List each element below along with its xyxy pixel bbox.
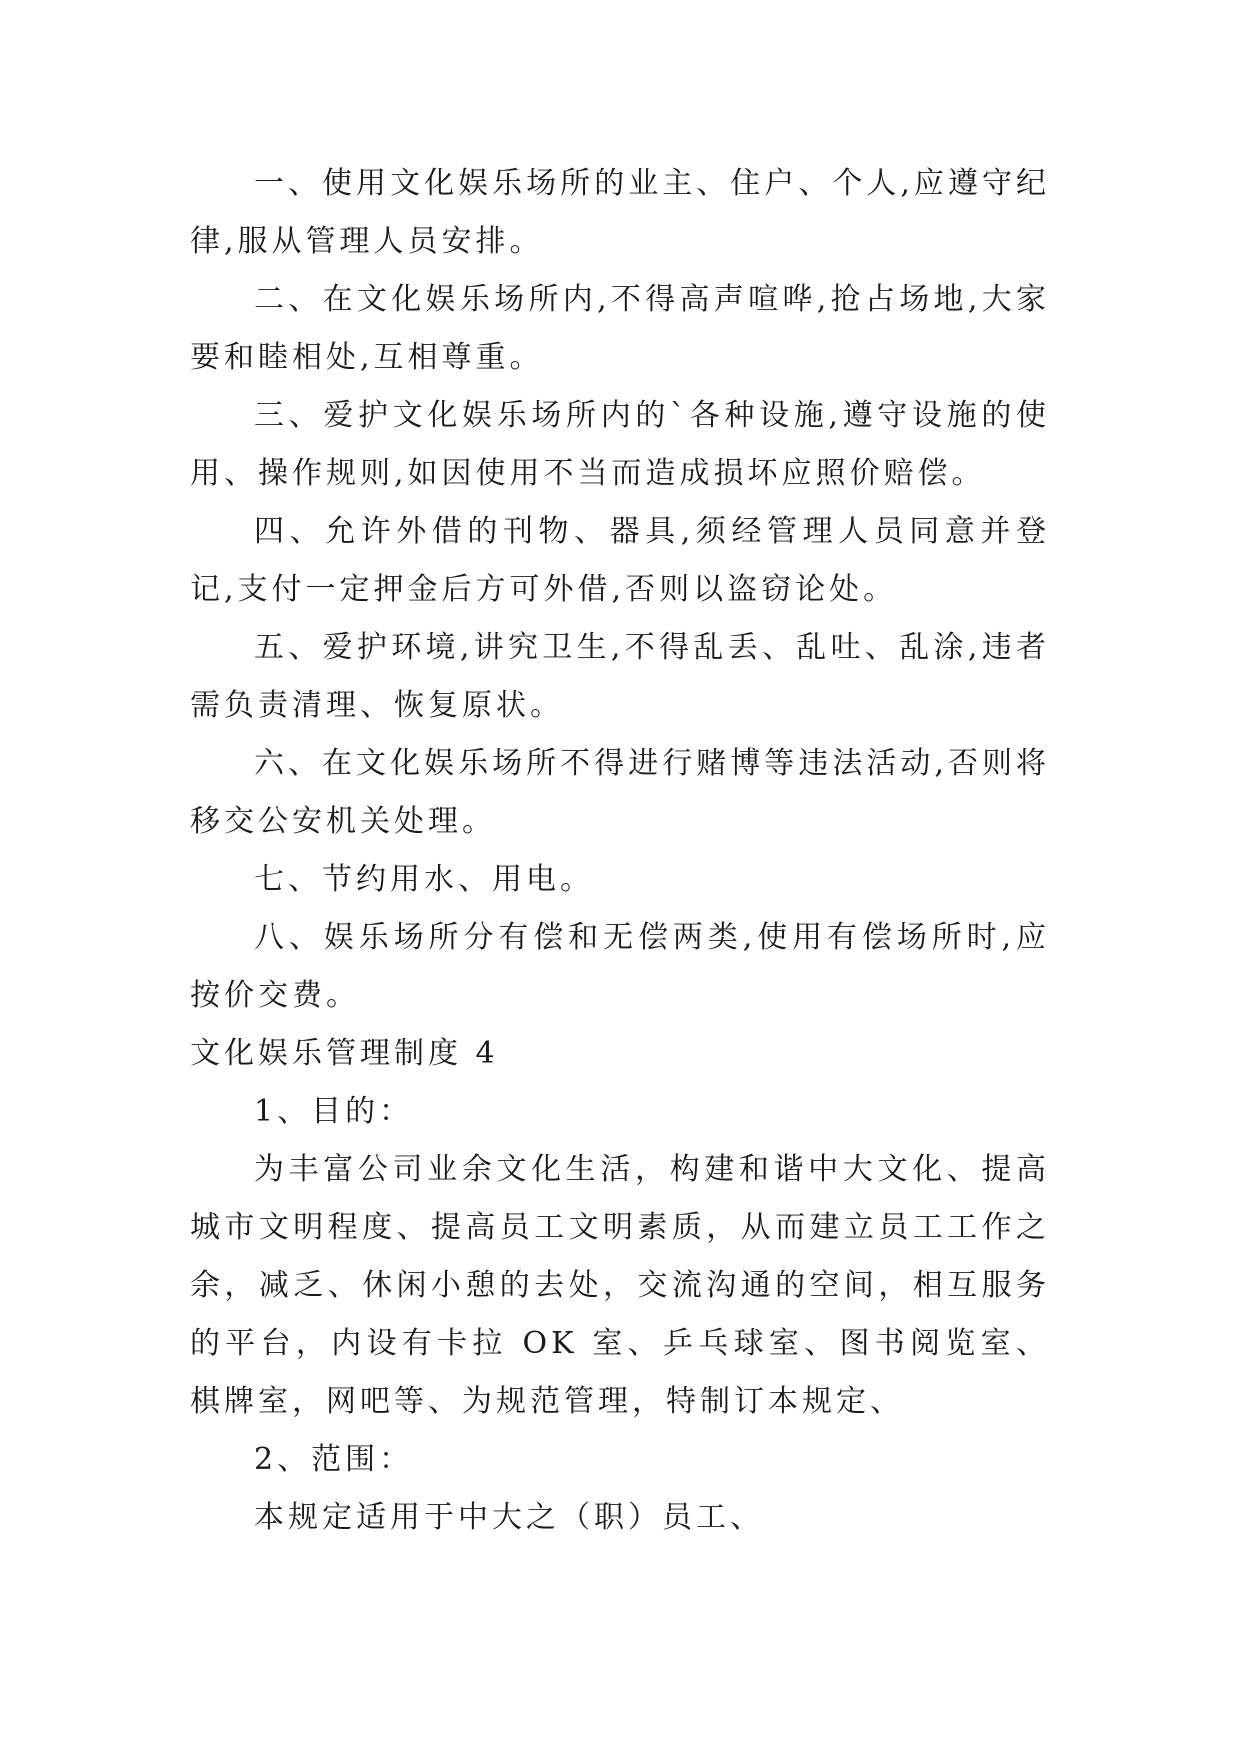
purpose-heading: 1、目的： (254, 1094, 414, 1129)
document-body (190, 155, 1050, 1547)
rule-paragraph-6: 六、在文化娱乐场所不得进行赌博等违法活动,否则将移交公安机关处理。 (190, 746, 1050, 839)
rule-paragraph-1: 一、使用文化娱乐场所的业主、住户、个人,应遵守纪律,服从管理人员安排。 (190, 166, 1050, 259)
scope-body: 本规定适用于中大之（职）员工、 (254, 1500, 764, 1535)
rule-paragraph-4: 四、允许外借的刊物、器具,须经管理人员同意并登记,支付一定押金后方可外借,否则以盗窃论处。 (190, 514, 1050, 607)
rule-paragraph-7: 七、节约用水、用电。 (254, 862, 594, 897)
rule-paragraph-2: 二、在文化娱乐场所内,不得高声喧哗,抢占场地,大家要和睦相处,互相尊重。 (190, 282, 1050, 375)
rule-paragraph-5: 五、爱护环境,讲究卫生,不得乱丢、乱吐、乱涂,违者需负责清理、恢复原状。 (190, 630, 1050, 723)
rule-paragraph-8: 八、娱乐场所分有偿和无偿两类,使用有偿场所时,应按价交费。 (190, 920, 1050, 1013)
purpose-body: 为丰富公司业余文化生活，构建和谐中大文化、提高城市文明程度、提高员工文明素质，从而建立员工工作之余，减乏、休闲小憩的去处，交流沟通的空间，相互服务的平台，内设有卡拉 OK 室、乒乓球室、图书阅览室、棋牌室，网吧等、为规范管理，特制订本规定、 (190, 1152, 1050, 1419)
scope-heading: 2、范围： (254, 1442, 414, 1477)
section-title: 文化娱乐管理制度 4 (190, 1036, 499, 1071)
rule-paragraph-3: 三、爱护文化娱乐场所内的`各种设施,遵守设施的使用、操作规则,如因使用不当而造成损坏应照价赔偿。 (190, 398, 1050, 491)
